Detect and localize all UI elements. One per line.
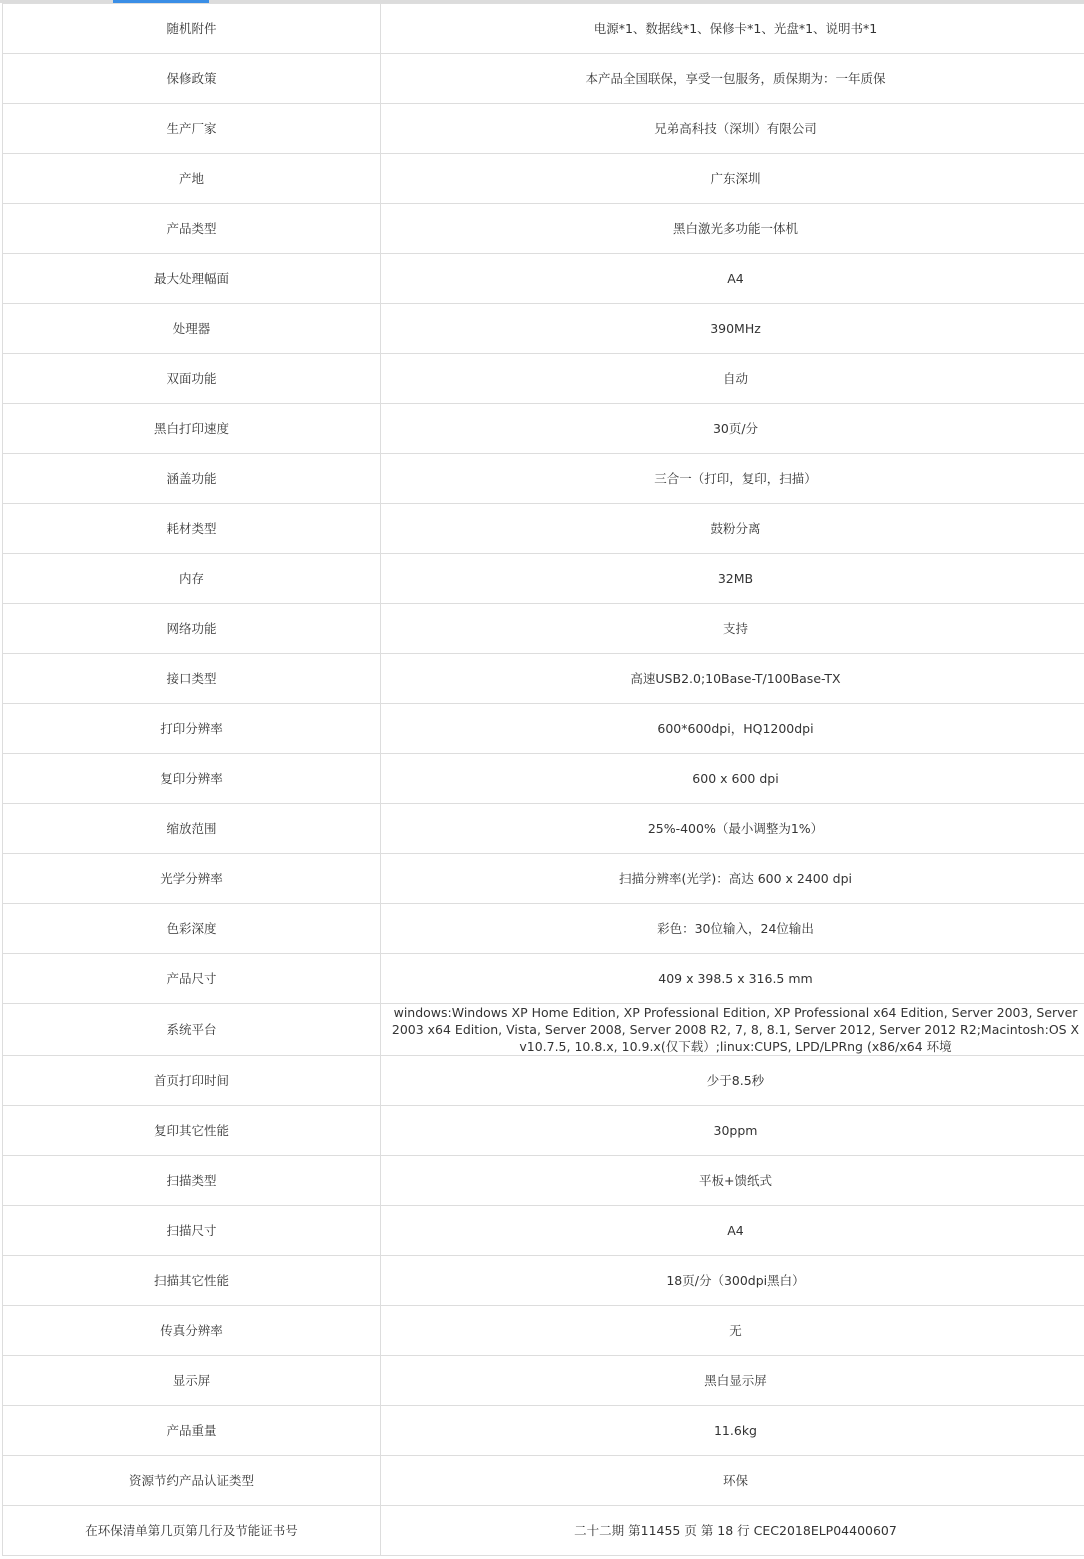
spec-row — [3, 404, 1084, 454]
spec-row — [3, 554, 1084, 604]
spec-label: 缩放范围 — [3, 804, 381, 854]
spec-row — [3, 504, 1084, 554]
spec-label: 资源节约产品认证类型 — [3, 1456, 381, 1506]
spec-label: 接口类型 — [3, 654, 381, 704]
spec-value: 平板+馈纸式 — [381, 1156, 1084, 1206]
spec-label: 传真分辨率 — [3, 1306, 381, 1356]
spec-label: 在环保清单第几页第几行及节能证书号 — [3, 1506, 381, 1556]
spec-row — [3, 854, 1084, 904]
spec-value: 自动 — [381, 354, 1084, 404]
spec-label: 产品类型 — [3, 204, 381, 254]
spec-value: A4 — [381, 254, 1084, 304]
spec-label: 显示屏 — [3, 1356, 381, 1406]
spec-label: 系统平台 — [3, 1004, 381, 1056]
spec-row — [3, 1306, 1084, 1356]
spec-row — [3, 704, 1084, 754]
spec-row — [3, 804, 1084, 854]
spec-label: 产品重量 — [3, 1406, 381, 1456]
spec-row — [3, 1004, 1084, 1056]
spec-label: 色彩深度 — [3, 904, 381, 954]
spec-value: 兄弟高科技（深圳）有限公司 — [381, 104, 1084, 154]
spec-label: 复印其它性能 — [3, 1106, 381, 1156]
spec-row — [3, 4, 1084, 54]
spec-value: 600*600dpi，HQ1200dpi — [381, 704, 1084, 754]
spec-row — [3, 954, 1084, 1004]
spec-label: 首页打印时间 — [3, 1056, 381, 1106]
spec-row — [3, 304, 1084, 354]
spec-value: 环保 — [381, 1456, 1084, 1506]
spec-label: 涵盖功能 — [3, 454, 381, 504]
spec-row — [3, 1456, 1084, 1506]
spec-row — [3, 1356, 1084, 1406]
spec-value: 广东深圳 — [381, 154, 1084, 204]
spec-label: 产品尺寸 — [3, 954, 381, 1004]
spec-label: 保修政策 — [3, 54, 381, 104]
spec-row — [3, 354, 1084, 404]
spec-label: 最大处理幅面 — [3, 254, 381, 304]
spec-label: 光学分辨率 — [3, 854, 381, 904]
spec-label: 随机附件 — [3, 4, 381, 54]
spec-value: 少于8.5秒 — [381, 1056, 1084, 1106]
spec-value: windows:Windows XP Home Edition, XP Professional Edition, XP Professional x64 Edition, Server 2003, Server 2003 x64 Edition, Vista, Server 2008, Server 2008 R2, 7, 8, 8.1, Server 2012, Server 2012 R2;Macintosh:OS X v10.7.5, 10.8.x, 10.9.x(仅下载）;linux:CUPS, LPD/LPRng (x86/x64 环境 — [381, 1004, 1084, 1056]
spec-value: 30页/分 — [381, 404, 1084, 454]
spec-value: 409 x 398.5 x 316.5 mm — [381, 954, 1084, 1004]
spec-value: 本产品全国联保，享受一包服务，质保期为：一年质保 — [381, 54, 1084, 104]
spec-label: 耗材类型 — [3, 504, 381, 554]
spec-label: 内存 — [3, 554, 381, 604]
spec-value: 600 x 600 dpi — [381, 754, 1084, 804]
spec-value: 二十二期 第11455 页 第 18 行 CEC2018ELP04400607 — [381, 1506, 1084, 1556]
spec-table — [2, 3, 1084, 1556]
spec-table-body — [3, 4, 1084, 1556]
spec-label: 网络功能 — [3, 604, 381, 654]
spec-value: 18页/分（300dpi黑白） — [381, 1256, 1084, 1306]
spec-value: 电源*1、数据线*1、保修卡*1、光盘*1、说明书*1 — [381, 4, 1084, 54]
spec-label: 扫描其它性能 — [3, 1256, 381, 1306]
spec-row — [3, 904, 1084, 954]
spec-label: 生产厂家 — [3, 104, 381, 154]
spec-value: 25%-400%（最小调整为1%） — [381, 804, 1084, 854]
spec-row — [3, 1406, 1084, 1456]
spec-label: 双面功能 — [3, 354, 381, 404]
spec-row — [3, 54, 1084, 104]
spec-row — [3, 454, 1084, 504]
spec-value: 三合一（打印，复印，扫描） — [381, 454, 1084, 504]
spec-value: 高速USB2.0;10Base-T/100Base-TX — [381, 654, 1084, 704]
spec-row — [3, 1056, 1084, 1106]
spec-row — [3, 654, 1084, 704]
spec-label: 复印分辨率 — [3, 754, 381, 804]
spec-row — [3, 1506, 1084, 1556]
spec-row — [3, 154, 1084, 204]
spec-value: 390MHz — [381, 304, 1084, 354]
spec-row — [3, 104, 1084, 154]
spec-value: A4 — [381, 1206, 1084, 1256]
spec-label: 打印分辨率 — [3, 704, 381, 754]
spec-row — [3, 1156, 1084, 1206]
spec-value: 支持 — [381, 604, 1084, 654]
spec-value: 无 — [381, 1306, 1084, 1356]
spec-value: 黑白激光多功能一体机 — [381, 204, 1084, 254]
spec-row — [3, 604, 1084, 654]
spec-row — [3, 754, 1084, 804]
spec-value: 扫描分辨率(光学)：高达 600 x 2400 dpi — [381, 854, 1084, 904]
spec-value: 30ppm — [381, 1106, 1084, 1156]
spec-label: 扫描尺寸 — [3, 1206, 381, 1256]
spec-value: 32MB — [381, 554, 1084, 604]
spec-row — [3, 254, 1084, 304]
spec-value: 彩色：30位输入，24位输出 — [381, 904, 1084, 954]
spec-value: 黑白显示屏 — [381, 1356, 1084, 1406]
spec-row — [3, 1106, 1084, 1156]
spec-row — [3, 204, 1084, 254]
spec-label: 处理器 — [3, 304, 381, 354]
spec-label: 扫描类型 — [3, 1156, 381, 1206]
spec-label: 产地 — [3, 154, 381, 204]
spec-value: 鼓粉分离 — [381, 504, 1084, 554]
spec-row — [3, 1206, 1084, 1256]
spec-label: 黑白打印速度 — [3, 404, 381, 454]
spec-row — [3, 1256, 1084, 1306]
spec-value: 11.6kg — [381, 1406, 1084, 1456]
